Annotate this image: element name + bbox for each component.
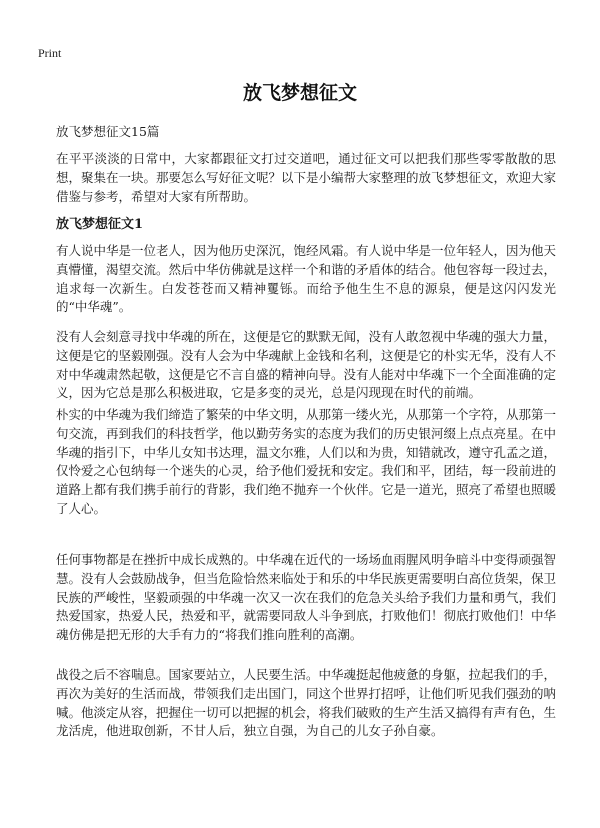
- document-subtitle: 放飞梦想征文15篇: [56, 124, 160, 139]
- body-paragraph-5: 战役之后不容喘息。国家要站立，人民要生活。中华魂挺起他疲惫的身躯，拉起我们的手，再次为美好的生活而战，带领我们走出国门，同这个世界打招呼，让他们听见我们强劲的呐喊。他淡定从容，把握住一切可以把握的机会，将我们破败的生产生活又搞得有声有色，生龙活虎，他进取创新，不甘人后，独立自强，为自己的儿女子孙自豪。: [56, 667, 557, 739]
- body-paragraph-1: 有人说中华是一位老人，因为他历史深沉，饱经风霜。有人说中华是一位年轻人，因为他天真懵懂，渴望交流。然后中华仿佛就是这样一个和谐的矛盾体的结合。他包容每一段过去，追求每一次新生。白发苍苍而又精神矍铄。而给予他生生不息的源泉，便是这闪闪发光的“中华魂”。: [56, 243, 557, 315]
- print-link[interactable]: Print: [38, 46, 62, 60]
- body-paragraph-4: 任何事物都是在挫折中成长成熟的。中华魂在近代的一场场血雨腥风明争暗斗中变得顽强智慧。没有人会鼓励战争，但当危险恰然来临处于和乐的中华民族更需要明白高位货架，保卫民族的严峻性，坚毅顽强的中华魂一次又一次在我们的危急关头给予我们力量和勇气，我们热爱国家，热爱人民，热爱和平，就需要同敌人斗争到底，打败他们！彻底打败他们！中华魂仿佛是把无形的大手有力的“将我们推向胜利的高潮。: [56, 552, 557, 643]
- body-paragraph-2: 没有人会刻意寻找中华魂的所在，这便是它的默默无闻，没有人敢忽视中华魂的强大力量，这便是它的坚毅刚强。没有人会为中华魂献上金钱和名利，这便是它的朴实无华，没有人不对中华魂肃然起敬，这便是它不言自盛的精神向导。没有人能对中华魂下一个全面准确的定义，因为它总是那么积极进取，它是多变的灵光，总是闪现现在时代的前端。: [56, 329, 557, 401]
- section-heading: 放飞梦想征文1: [56, 217, 144, 232]
- intro-paragraph: 在平平淡淡的日常中，大家都跟征文打过交道吧，通过征文可以把我们那些零零散散的思想，聚集在一块。那要怎么写好征文呢？以下是小编帮大家整理的放飞梦想征文，欢迎大家借鉴与参考，希望对大家有所帮助。: [56, 151, 557, 204]
- page-title: 放飞梦想征文: [242, 82, 357, 104]
- body-paragraph-3: 朴实的中华魂为我们缔造了繁荣的中华文明，从那第一缕火光，从那第一个字符，从那第一句交流，再到我们的科技哲学，他以勤劳务实的态度为我们的历史银河缀上点点亮星。在中华魂的指引下，中华儿女知书达理，温文尔雅，人们以和为贵，知错就改，遵守孔孟之道，仅怜爱之心包纳每一个迷失的心灵，给予他们爱抚和安定。我们和平，团结，每一段前进的道路上都有我们携手前行的背影，我们绝不抛弃一个伙伴。它是一道光，照亮了希望也照暖了人心。: [56, 407, 557, 516]
